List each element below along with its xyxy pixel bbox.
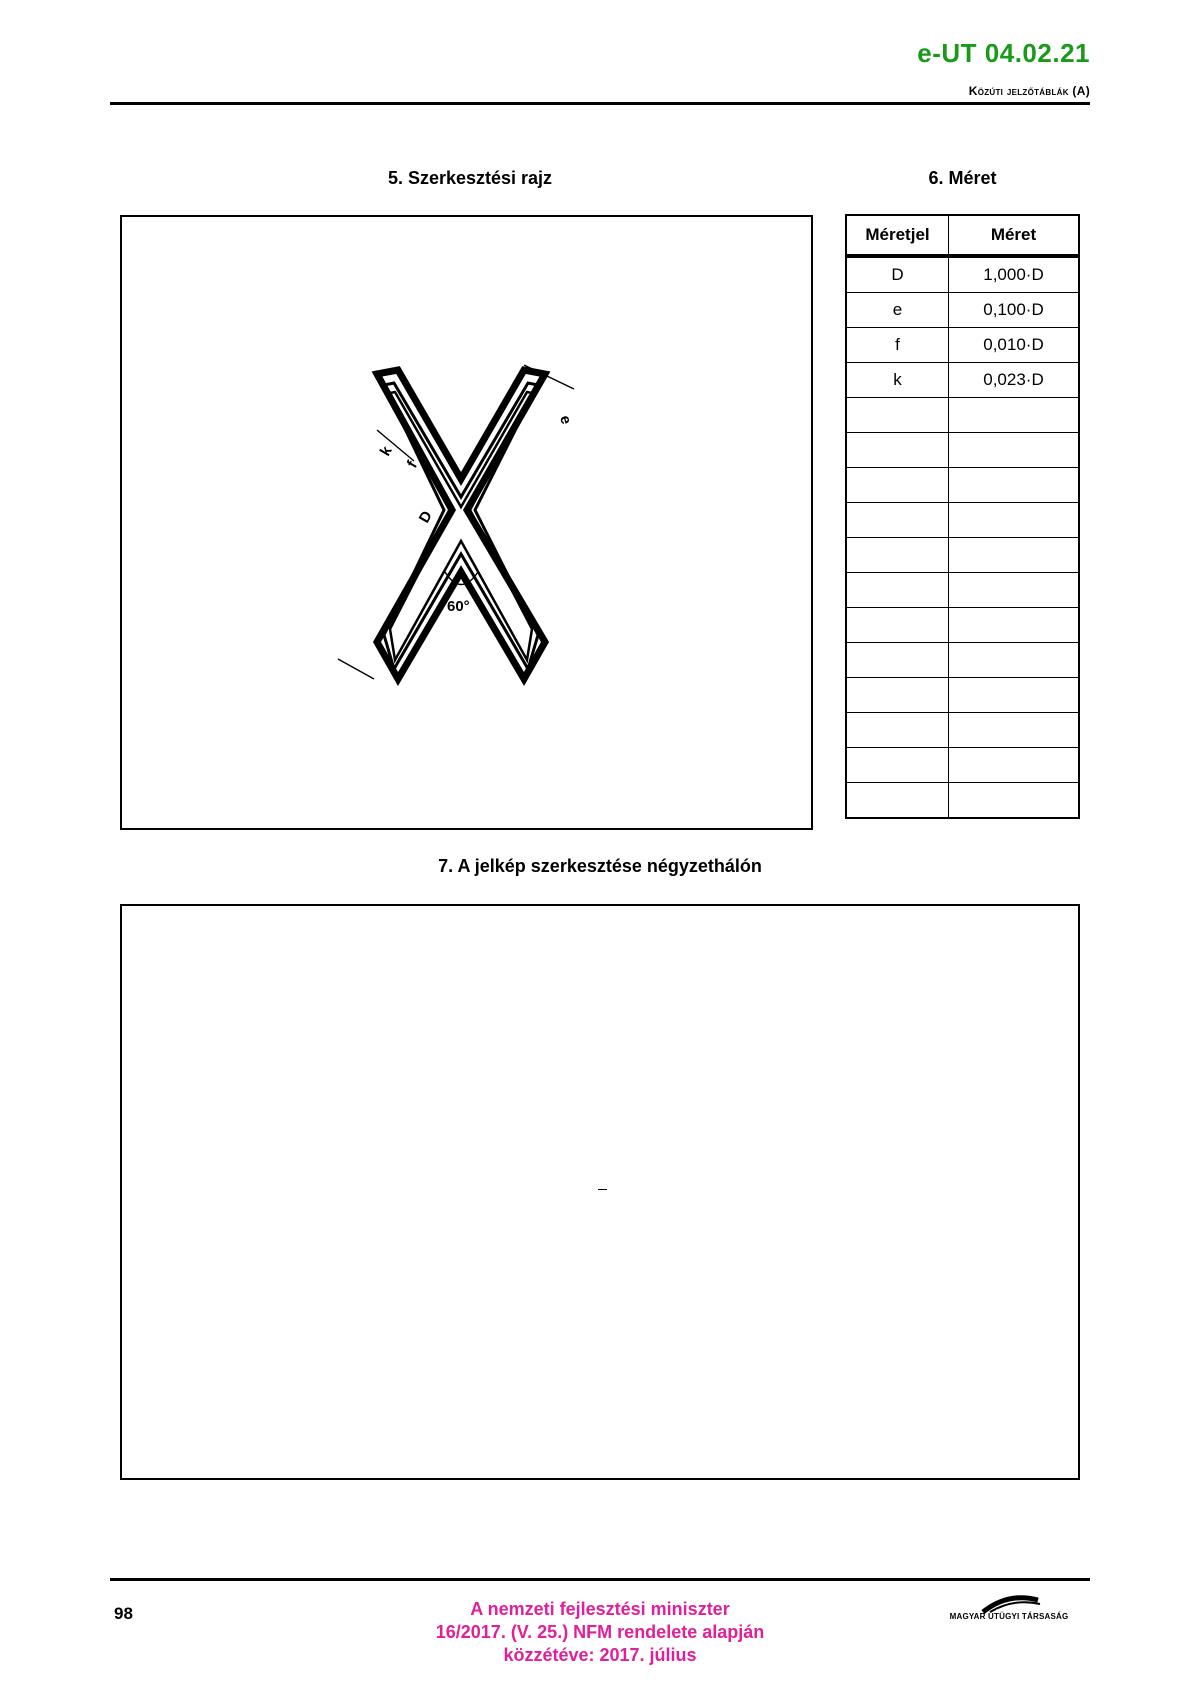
cell-symbol: D xyxy=(846,256,949,293)
document-code: e-UT 04.02.21 xyxy=(917,38,1090,68)
cell-symbol xyxy=(846,503,949,538)
road-arc-icon xyxy=(928,1590,1088,1614)
cell-symbol xyxy=(846,713,949,748)
cell-size xyxy=(949,608,1080,643)
cell-size: 0,100·D xyxy=(949,293,1080,328)
table-row xyxy=(846,783,1079,819)
cell-size: 1,000·D xyxy=(949,256,1080,293)
grid-construction-frame xyxy=(120,904,1080,1480)
table-row xyxy=(846,256,1079,293)
label-f: f xyxy=(403,458,421,471)
footer-line: 16/2017. (V. 25.) NFM rendelete alapján xyxy=(435,1622,765,1642)
page-number: 98 xyxy=(114,1604,133,1623)
label-e: e xyxy=(556,413,575,427)
footer-line: A nemzeti fejlesztési miniszter xyxy=(470,1599,730,1619)
cell-size xyxy=(949,748,1080,783)
cell-size xyxy=(949,783,1080,819)
size-table xyxy=(845,214,1080,819)
table-row xyxy=(846,573,1079,608)
cell-symbol xyxy=(846,748,949,783)
dimension-line-e xyxy=(524,365,574,389)
table-row xyxy=(846,328,1079,363)
grid-section-title: 7. A jelkép szerkesztése négyzethálón xyxy=(438,856,762,876)
cell-symbol xyxy=(846,608,949,643)
table-row xyxy=(846,503,1079,538)
cell-symbol xyxy=(846,468,949,503)
label-k: k xyxy=(376,443,396,459)
cell-size: 0,023·D xyxy=(949,363,1080,398)
table-row xyxy=(846,678,1079,713)
cell-size xyxy=(949,468,1080,503)
dimension-line-d xyxy=(338,659,374,679)
publisher-logo xyxy=(928,1590,1088,1630)
cell-size xyxy=(949,678,1080,713)
cell-size xyxy=(949,713,1080,748)
cell-size xyxy=(949,398,1080,433)
drawing-section-title: 5. Szerkesztési rajz xyxy=(387,168,553,188)
cell-size xyxy=(949,433,1080,468)
cell-symbol xyxy=(846,398,949,433)
table-row xyxy=(846,713,1079,748)
document-subtitle: Közúti jelzőtáblák (A) xyxy=(968,84,1090,98)
publisher-name: MAGYAR ÚTÜGYI TÁRSASÁG xyxy=(949,1612,1069,1621)
cell-size xyxy=(949,503,1080,538)
label-D: D xyxy=(415,508,436,526)
cell-symbol: f xyxy=(846,328,949,363)
header-rule xyxy=(110,102,1090,105)
table-row xyxy=(846,468,1079,503)
cell-symbol xyxy=(846,678,949,713)
cell-symbol xyxy=(846,433,949,468)
cell-symbol xyxy=(846,573,949,608)
saint-andrews-cross-drawing xyxy=(122,217,810,827)
cell-symbol xyxy=(846,783,949,819)
size-table-header-row xyxy=(846,215,1079,256)
cell-size xyxy=(949,643,1080,678)
construction-drawing-frame xyxy=(120,215,813,830)
cell-symbol: k xyxy=(846,363,949,398)
cell-size xyxy=(949,573,1080,608)
footer-publication-note xyxy=(360,1598,840,1667)
angle-label: 60° xyxy=(447,598,470,615)
table-row xyxy=(846,398,1079,433)
cell-size: 0,010·D xyxy=(949,328,1080,363)
column-header-size: Méret xyxy=(949,215,1080,256)
cell-symbol: e xyxy=(846,293,949,328)
table-row xyxy=(846,643,1079,678)
cell-symbol xyxy=(846,643,949,678)
cell-symbol xyxy=(846,538,949,573)
table-row xyxy=(846,363,1079,398)
grid-center-mark xyxy=(598,1189,607,1190)
cross-inner-outline xyxy=(390,392,532,660)
table-row xyxy=(846,433,1079,468)
footer-line: közzétéve: 2017. július xyxy=(503,1645,697,1665)
table-row xyxy=(846,538,1079,573)
column-header-symbol: Méretjel xyxy=(846,215,949,256)
table-row xyxy=(846,748,1079,783)
footer-rule xyxy=(110,1578,1090,1581)
table-row xyxy=(846,293,1079,328)
size-section-title: 6. Méret xyxy=(928,168,997,188)
table-row xyxy=(846,608,1079,643)
cell-size xyxy=(949,538,1080,573)
